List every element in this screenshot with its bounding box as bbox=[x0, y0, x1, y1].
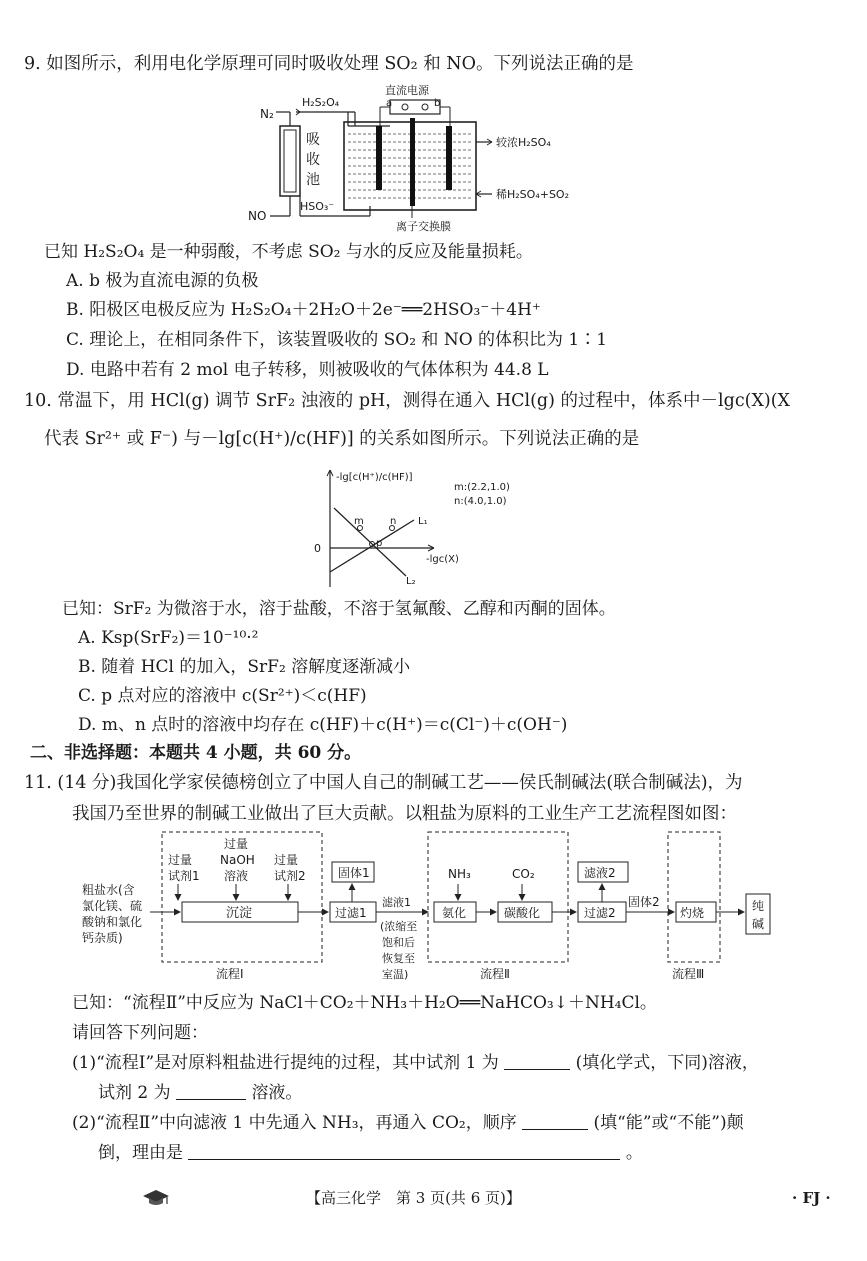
n-label: n bbox=[390, 516, 397, 527]
q11-prompt: 请回答下列问题： bbox=[72, 1023, 208, 1043]
membrane-label: 离子交换膜 bbox=[396, 220, 451, 232]
process3-label: 流程Ⅲ bbox=[672, 967, 705, 981]
filtrate1-l5: 室温) bbox=[382, 968, 409, 981]
reagent2-l1: 过量 bbox=[274, 853, 299, 867]
q10-option-c[interactable]: C. p 点对应的溶液中 c(Sr²⁺)＜c(HF) bbox=[78, 686, 367, 706]
naoh-l1: 过量 bbox=[224, 837, 249, 851]
reagent2-l2: 试剂2 bbox=[274, 869, 306, 883]
n2-label: N₂ bbox=[260, 107, 274, 121]
reagent1-l2: 试剂1 bbox=[168, 869, 200, 883]
filtrate2-label: 滤液2 bbox=[584, 866, 616, 880]
q9-given: 已知 H₂S₂O₄ 是一种弱酸，不考虑 SO₂ 与水的反应及能量损耗。 bbox=[44, 242, 533, 262]
co2-label: CO₂ bbox=[512, 867, 535, 881]
section-2-heading: 二、非选择题：本题共 4 小题，共 60 分。 bbox=[30, 743, 362, 763]
absorber-char-1: 吸 bbox=[306, 132, 320, 148]
raw-l4: 钙杂质) bbox=[82, 931, 123, 945]
q9-stem: 9. 如图所示，利用电化学原理可同时吸收处理 SO₂ 和 NO。下列说法正确的是 bbox=[24, 54, 634, 74]
graph-origin: 0 bbox=[314, 542, 321, 555]
sub2-text-d: 。 bbox=[625, 1143, 643, 1163]
precip-label: 沉淀 bbox=[226, 906, 253, 921]
sub2-text-b: (填“能”或“不能”)颠 bbox=[593, 1113, 744, 1133]
no-label: NO bbox=[248, 209, 267, 223]
q10-given: 已知：SrF₂ 为微溶于水，溶于盐酸，不溶于氢氟酸、乙醇和丙酮的固体。 bbox=[62, 599, 616, 619]
answer-blank-order[interactable] bbox=[522, 1129, 588, 1130]
reagent1-l1: 过量 bbox=[168, 853, 193, 867]
filter1-label: 过滤1 bbox=[335, 906, 367, 920]
absorber-char-2: 收 bbox=[306, 152, 320, 168]
graph-xlabel: -lgc(X) bbox=[426, 554, 459, 565]
q11-line2: 我国乃至世界的制碱工业做出了巨大贡献。以粗盐为原料的工业生产工艺流程图如图： bbox=[72, 804, 737, 824]
soda-l1: 纯 bbox=[752, 899, 765, 913]
answer-blank-reagent1[interactable] bbox=[504, 1069, 570, 1070]
q10-stem-line1: 10. 常温下，用 HCl(g) 调节 SrF₂ 浊液的 pH，测得在通入 HCl(g) 的过程中，体系中－lgc(X)(X bbox=[24, 391, 791, 411]
raw-l2: 氯化镁、硫 bbox=[82, 899, 143, 913]
q10-graph bbox=[310, 462, 540, 592]
m-coord: m:(2.2,1.0) bbox=[454, 482, 510, 493]
naoh-l2: NaOH bbox=[220, 853, 255, 867]
sub2-text-a: (2)“流程Ⅱ”中向滤液 1 中先通入 NH₃，再通入 CO₂，顺序 bbox=[72, 1113, 517, 1133]
sub1-text-b: (填化学式，下同)溶液， bbox=[575, 1053, 759, 1073]
filtrate1-l1: 滤液1 bbox=[382, 896, 411, 909]
n-coord: n:(4.0,1.0) bbox=[454, 496, 507, 507]
absorber-char-3: 池 bbox=[306, 172, 320, 188]
p-label: p bbox=[376, 538, 383, 549]
filter2-label: 过滤2 bbox=[584, 906, 616, 920]
graph-ylabel: -lg[c(H⁺)/c(HF)] bbox=[336, 472, 413, 483]
q10-option-d[interactable]: D. m、n 点时的溶液中均存在 c(HF)＋c(H⁺)＝c(Cl⁻)＋c(OH⁻) bbox=[78, 715, 568, 735]
a-pole: a bbox=[386, 98, 393, 109]
filtrate1-l4: 恢复至 bbox=[382, 952, 415, 965]
raw-l3: 酸钠和氯化 bbox=[82, 915, 143, 929]
calcine-label: 灼烧 bbox=[680, 906, 705, 920]
conc-acid-label: 较浓H₂SO₄ bbox=[496, 136, 551, 149]
m-label: m bbox=[354, 516, 364, 527]
q9-option-d[interactable]: D. 电路中若有 2 mol 电子转移，则被吸收的气体体积为 44.8 L bbox=[66, 360, 549, 380]
sub1-text-d: 溶液。 bbox=[251, 1083, 303, 1103]
soda-l2: 碱 bbox=[752, 917, 765, 931]
answer-blank-reagent2[interactable] bbox=[176, 1099, 246, 1100]
sub2-text-c: 倒，理由是 bbox=[98, 1143, 183, 1163]
solid2-label: 固体2 bbox=[628, 895, 660, 909]
filtrate1-l3: 饱和后 bbox=[382, 936, 415, 949]
filtrate1-l2: (浓缩至 bbox=[380, 920, 418, 933]
q11-sub1-line2 bbox=[98, 1082, 302, 1104]
ammoniate-label: 氨化 bbox=[442, 906, 467, 920]
answer-blank-reason[interactable] bbox=[188, 1159, 620, 1160]
sub1-text-c: 试剂 2 为 bbox=[98, 1083, 171, 1103]
graduation-cap-icon bbox=[142, 1188, 170, 1208]
h2s2o4-label: H₂S₂O₄ bbox=[302, 96, 340, 109]
q10-stem-line2: 代表 Sr²⁺ 或 F⁻) 与－lg[c(H⁺)/c(HF)] 的关系如图所示。下列说法正确的是 bbox=[44, 429, 640, 449]
process1-label: 流程Ⅰ bbox=[216, 967, 244, 981]
electrolysis-diagram bbox=[240, 82, 600, 232]
q9-option-a[interactable]: A. b 极为直流电源的负极 bbox=[66, 271, 259, 291]
q9-option-c[interactable]: C. 理论上，在相同条件下，该装置吸收的 SO₂ 和 NO 的体积比为 1∶1 bbox=[66, 330, 608, 350]
hso3-label: HSO₃⁻ bbox=[300, 200, 335, 213]
solid1-label: 固体1 bbox=[338, 866, 370, 880]
q11-sub1-line1 bbox=[72, 1052, 759, 1074]
footer-region-code: · FJ · bbox=[792, 1189, 831, 1207]
raw-l1: 粗盐水(含 bbox=[82, 883, 135, 897]
footer-page-info: 【高三化学 第 3 页(共 6 页)】 bbox=[306, 1189, 521, 1207]
power-label: 直流电源 bbox=[385, 84, 429, 97]
b-pole: b bbox=[434, 98, 441, 109]
process-flowchart bbox=[82, 828, 782, 986]
q11-sub2-line1 bbox=[72, 1112, 744, 1134]
dilute-label: 稀H₂SO₄+SO₂ bbox=[496, 188, 569, 201]
page-footer bbox=[0, 1186, 867, 1210]
q10-option-a[interactable]: A. Ksp(SrF₂)＝10⁻¹⁰·² bbox=[78, 628, 259, 648]
l1-label: L₁ bbox=[418, 516, 428, 527]
carbonate-label: 碳酸化 bbox=[504, 906, 541, 920]
nh3-label: NH₃ bbox=[448, 867, 471, 881]
sub1-text-a: (1)“流程Ⅰ”是对原料粗盐进行提纯的过程，其中试剂 1 为 bbox=[72, 1053, 499, 1073]
q11-line1: 11. (14 分)我国化学家侯德榜创立了中国人自己的制碱工艺——侯氏制碱法(联合制碱法)，为 bbox=[24, 773, 743, 793]
q9-option-b[interactable]: B. 阳极区电极反应为 H₂S₂O₄＋2H₂O＋2e⁻══2HSO₃⁻＋4H⁺ bbox=[66, 300, 541, 320]
q11-sub2-line2 bbox=[98, 1142, 643, 1164]
process2-label: 流程Ⅱ bbox=[480, 967, 510, 981]
l2-label: L₂ bbox=[406, 576, 416, 587]
q11-known: 已知：“流程Ⅱ”中反应为 NaCl＋CO₂＋NH₃＋H₂O══NaHCO₃↓＋NH₄Cl。 bbox=[72, 993, 657, 1013]
naoh-l3: 溶液 bbox=[224, 869, 249, 883]
q10-option-b[interactable]: B. 随着 HCl 的加入，SrF₂ 溶解度逐渐减小 bbox=[78, 657, 411, 677]
